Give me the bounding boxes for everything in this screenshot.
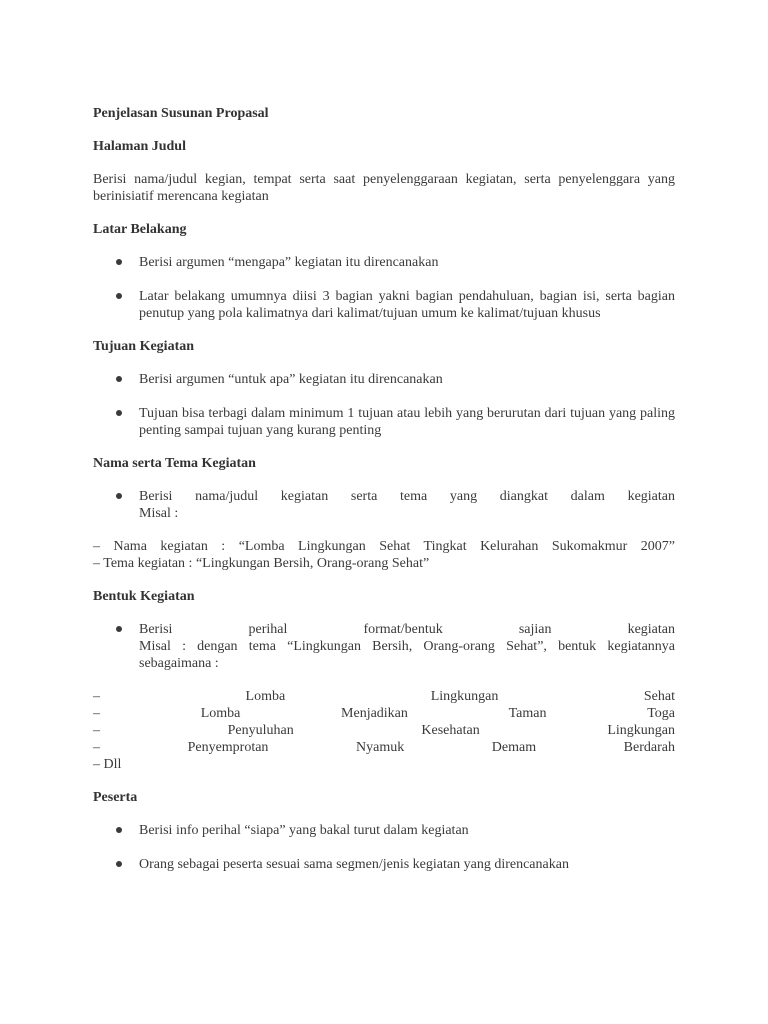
list-item: Latar belakang umumnya diisi 3 bagian yakni bagian pendahuluan, bagian isi, serta bagian penutup yang pola kalimatnya dari kalimat/tujuan umum ke kalimat/tujuan khusus	[93, 288, 675, 322]
word: Lingkungan	[607, 723, 675, 738]
activity-list-line	[93, 688, 675, 705]
bullet-list-tujuan-kegiatan	[93, 371, 675, 439]
example-line: – Nama kegiatan : “Lomba Lingkungan Sehat Tingkat Kelurahan Sukomakmur 2007”	[93, 539, 675, 554]
bullet-line: Misal :	[139, 506, 179, 521]
activity-list-line: – Dll	[93, 757, 122, 772]
bullet-line: Berisi nama/judul kegiatan serta tema yang diangkat dalam kegiatan	[139, 489, 675, 504]
bullet-list-bentuk-kegiatan	[93, 621, 675, 672]
bullet-line: Berisi perihal format/bentuk sajian kegiatan	[139, 622, 675, 637]
list-item: Orang sebagai peserta sesuai sama segmen/jenis kegiatan yang direncanakan	[93, 856, 675, 873]
example-block-nama-tema	[93, 538, 675, 572]
heading-halaman-judul: Halaman Judul	[93, 139, 186, 154]
bullet-list-peserta	[93, 822, 675, 873]
word: Demam	[491, 740, 537, 755]
word: –	[93, 740, 100, 755]
word: Sehat	[643, 689, 675, 704]
bullet-list-latar-belakang	[93, 254, 675, 322]
heading-nama-tema: Nama serta Tema Kegiatan	[93, 456, 256, 471]
word: –	[93, 706, 100, 721]
heading-tujuan-kegiatan: Tujuan Kegiatan	[93, 339, 195, 354]
activity-list-line	[93, 722, 675, 739]
bullet-line: sebagaimana :	[139, 656, 219, 671]
list-item: Berisi argumen “untuk apa” kegiatan itu direncanakan	[93, 371, 675, 388]
word: Taman	[508, 706, 547, 721]
word: Lingkungan	[430, 689, 499, 704]
paragraph-halaman-judul: Berisi nama/judul kegian, tempat serta saat penyelenggaraan kegiatan, serta penyelenggara yang berinisiatif merencana kegiatan	[93, 172, 675, 204]
word: Berdarah	[623, 740, 675, 755]
activity-list	[93, 688, 675, 773]
example-line: – Tema kegiatan : “Lingkungan Bersih, Orang-orang Sehat”	[93, 556, 430, 571]
word: Kesehatan	[421, 723, 480, 738]
word: Lomba	[200, 706, 241, 721]
word: –	[93, 689, 100, 704]
list-item: Berisi info perihal “siapa” yang bakal turut dalam kegiatan	[93, 822, 675, 839]
word: Toga	[647, 706, 675, 721]
word: Penyemprotan	[187, 740, 269, 755]
list-item	[93, 488, 675, 522]
word: Menjadikan	[341, 706, 408, 721]
activity-list-line	[93, 705, 675, 722]
activity-list-line	[93, 739, 675, 756]
list-item	[93, 621, 675, 672]
bullet-list-nama-tema	[93, 488, 675, 522]
word: Nyamuk	[356, 740, 405, 755]
heading-latar-belakang: Latar Belakang	[93, 222, 187, 237]
list-item: Berisi argumen “mengapa” kegiatan itu direncanakan	[93, 254, 675, 271]
list-item: Tujuan bisa terbagi dalam minimum 1 tujuan atau lebih yang berurutan dari tujuan yang paling penting sampai tujuan yang kurang penting	[93, 405, 675, 439]
bullet-line: Misal : dengan tema “Lingkungan Bersih, Orang-orang Sehat”, bentuk kegiatannya	[139, 639, 675, 654]
heading-bentuk-kegiatan: Bentuk Kegiatan	[93, 589, 195, 604]
word: Lomba	[245, 689, 286, 704]
word: –	[93, 723, 100, 738]
heading-peserta: Peserta	[93, 790, 138, 805]
document-body	[93, 105, 675, 889]
document-title: Penjelasan Susunan Propasal	[93, 106, 269, 121]
word: Penyuluhan	[227, 723, 294, 738]
